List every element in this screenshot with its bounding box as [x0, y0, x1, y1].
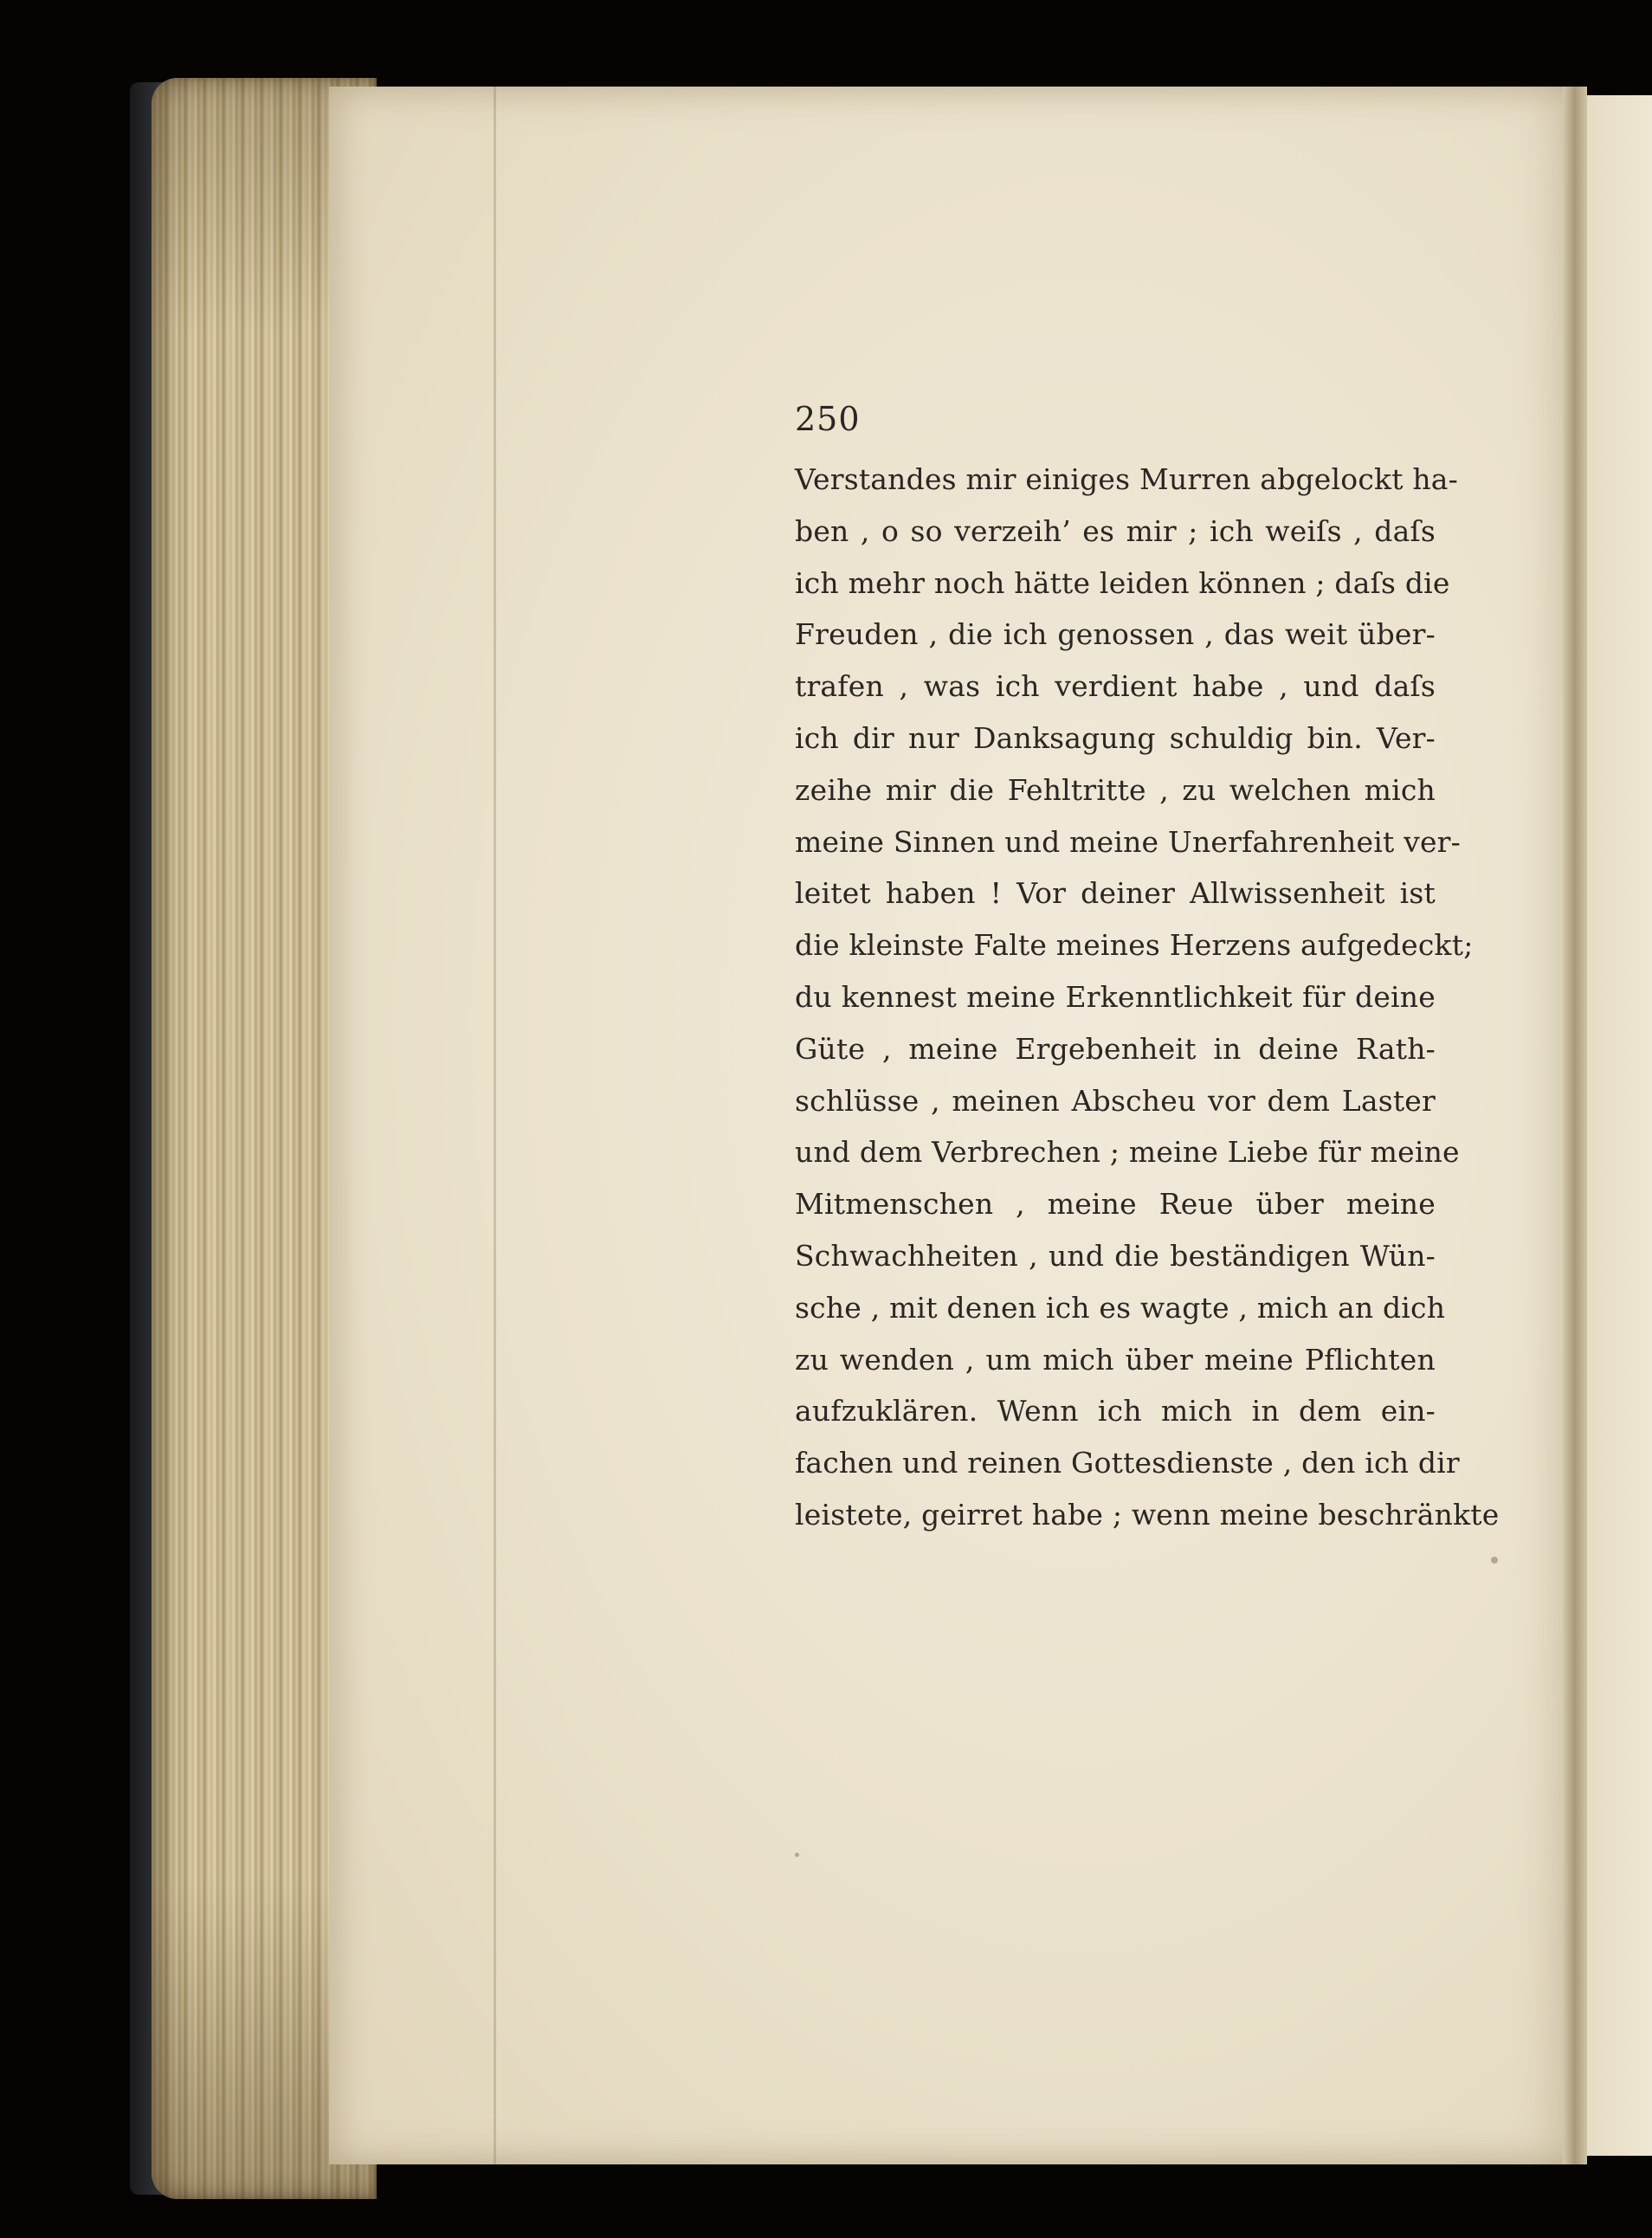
text-line: die kleinste Falte meines Herzens aufgedeckt; — [795, 928, 1474, 963]
page-number: 250 — [795, 400, 861, 438]
text-line: zu wenden , um mich über meine Pflichten — [795, 1342, 1436, 1377]
text-line: du kennest meine Erkenntlichkeit für deine — [795, 979, 1436, 1014]
text-line: aufzuklären. Wenn ich mich in dem ein- — [795, 1394, 1436, 1429]
text-line: ich dir nur Danksagung schuldig bin. Ver- — [795, 720, 1436, 755]
text-line: ich mehr noch hätte leiden können ; daſs die — [795, 565, 1450, 600]
book-gutter — [1563, 87, 1587, 2164]
text-line: fachen und reinen Gottesdienste , den ich dir — [795, 1446, 1460, 1480]
text-line: sche , mit denen ich es wagte , mich an dich — [795, 1290, 1446, 1325]
text-line: trafen , was ich verdient habe , und daſs — [795, 669, 1436, 704]
text-line: und dem Verbrechen ; meine Liebe für meine — [795, 1135, 1460, 1170]
text-line: Mitmenschen , meine Reue über meine — [795, 1187, 1436, 1222]
text-line: Verstandes mir einiges Murren abgelockt ha- — [795, 462, 1459, 496]
text-line: zeihe mir die Fehltritte , zu welchen mich — [795, 772, 1436, 807]
text-line: ben , o so verzeih’ es mir ; ich weiſs , daſs — [795, 513, 1436, 548]
text-line: Schwachheiten , und die beständigen Wün- — [795, 1238, 1436, 1273]
text-line: leistete, geirret habe ; wenn meine beschränkte — [795, 1497, 1500, 1532]
text-line: meine Sinnen und meine Unerfahrenheit ver- — [795, 824, 1462, 859]
paper-speck — [795, 1853, 799, 1857]
text-line: Freuden , die ich genossen , das weit über- — [795, 617, 1436, 652]
text-line: leitet haben ! Vor deiner Allwissenheit ist — [795, 876, 1436, 911]
text-line: schlüsse , meinen Abscheu vor dem Laster — [795, 1083, 1436, 1118]
text-line: Güte , meine Ergebenheit in deine Rath- — [795, 1031, 1436, 1066]
page-cut-line — [494, 87, 496, 2164]
page-text-block — [795, 395, 1500, 1541]
paper-speck — [1491, 1557, 1498, 1564]
facing-page-sliver — [1587, 95, 1652, 2156]
